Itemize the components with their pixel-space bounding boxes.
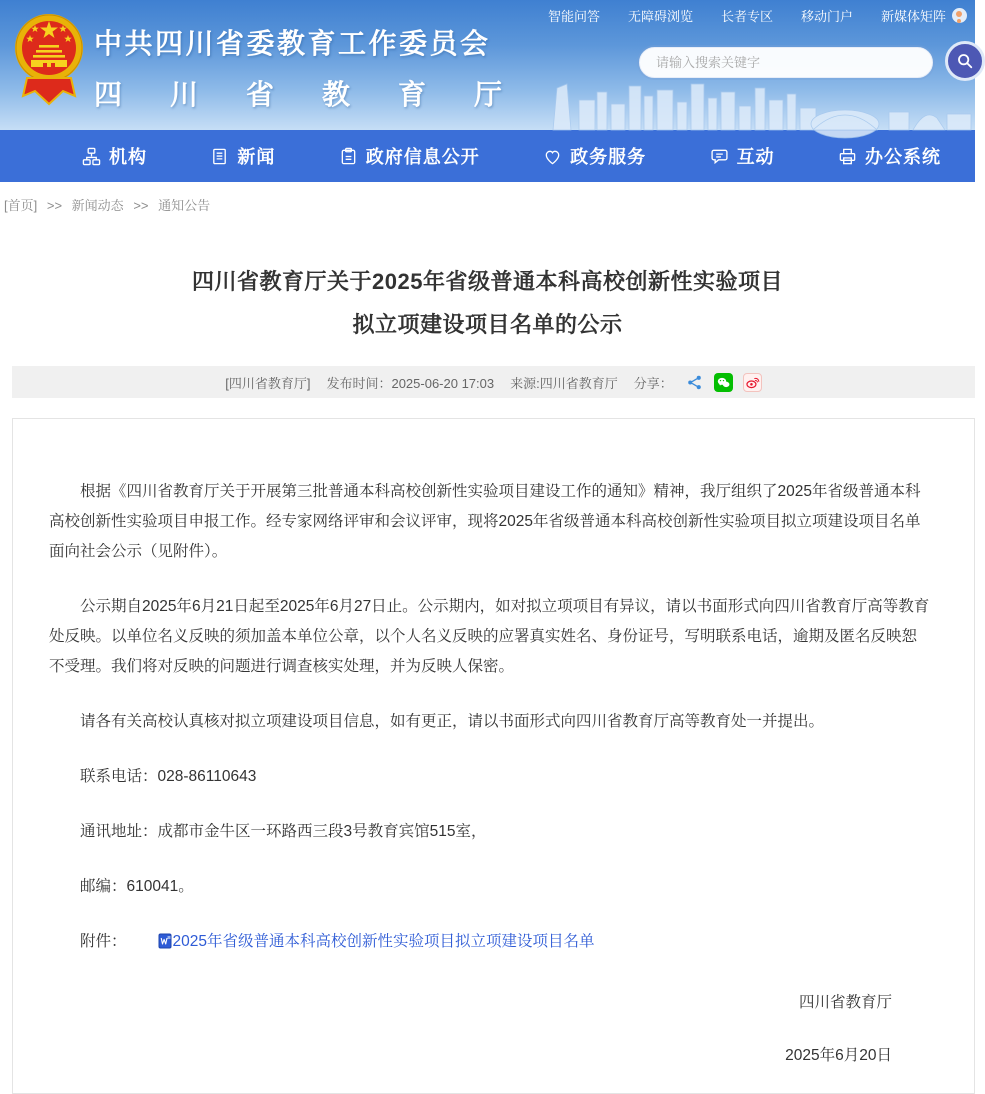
article-paragraph-3: 请各有关高校认真核对拟立项建设项目信息，如有更正，请以书面形式向四川省教育厅高等教育处一并提出。 bbox=[80, 713, 825, 730]
new-media-icon bbox=[952, 8, 967, 23]
search-input[interactable] bbox=[639, 47, 933, 78]
nav-item-interaction[interactable]: 互动 bbox=[710, 143, 775, 169]
nav-item-gov-info[interactable]: 政府信息公开 bbox=[339, 143, 480, 169]
gov-service-icon bbox=[543, 147, 562, 166]
weibo-share-icon[interactable] bbox=[743, 373, 762, 392]
signature-date: 2025年6月20日 bbox=[785, 1047, 892, 1064]
share-nodes-icon[interactable] bbox=[685, 373, 704, 392]
breadcrumb-separator: >> bbox=[133, 198, 149, 213]
share-group bbox=[634, 373, 762, 392]
interact-icon bbox=[710, 147, 729, 166]
breadcrumb-news[interactable]: 新闻动态 bbox=[71, 198, 124, 213]
city-skyline-graphic bbox=[545, 78, 975, 130]
link-accessibility[interactable]: 无障碍浏览 bbox=[627, 9, 693, 24]
article-paragraph-1: 根据《四川省教育厅关于开展第三批普通本科高校创新性实验项目建设工作的通知》精神，我厅组织了2025年省级普通本科高校创新性实验项目申报工作。经专家网络评审和会议评审，现将2025年省级普通本科高校创新性实验项目拟立项建设项目名单面向社会公示（见附件）。 bbox=[49, 483, 921, 560]
search-icon bbox=[956, 52, 974, 70]
article-title-line1: 四川省教育厅关于2025年省级普通本科高校创新性实验项目 bbox=[192, 269, 783, 294]
article-title-line2: 拟立项建设项目名单的公示 bbox=[352, 312, 623, 337]
main-nav bbox=[0, 130, 975, 182]
meta-publish-time: 发布时间：2025-06-20 17:03 bbox=[326, 375, 495, 391]
breadcrumb-separator: >> bbox=[46, 198, 63, 213]
site-header bbox=[0, 0, 975, 130]
link-senior-zone[interactable]: 长者专区 bbox=[720, 9, 773, 24]
org-chart-icon bbox=[82, 147, 101, 166]
org-name-committee: 中共四川省委教育工作委员会 bbox=[94, 28, 491, 59]
meta-origin: 来源:四川省教育厅 bbox=[510, 375, 618, 391]
share-label: 分享： bbox=[633, 375, 673, 391]
article-body bbox=[12, 418, 975, 1094]
article-meta-bar bbox=[12, 366, 975, 398]
article-title bbox=[0, 226, 975, 366]
news-icon bbox=[210, 147, 229, 166]
attachment-label: 附件： bbox=[80, 933, 127, 950]
signature-org: 四川省教育厅 bbox=[798, 994, 892, 1011]
search-bar bbox=[639, 47, 933, 78]
nav-item-organization[interactable]: 机构 bbox=[82, 143, 147, 169]
search-button[interactable] bbox=[945, 41, 985, 81]
site-title bbox=[94, 22, 550, 113]
breadcrumb bbox=[0, 182, 975, 226]
breadcrumb-notice[interactable]: 通知公告 bbox=[158, 198, 211, 213]
article-paragraph-address: 通讯地址：成都市金牛区一环路西三段3号教育宾馆515室， bbox=[80, 823, 487, 840]
office-system-icon bbox=[838, 147, 857, 166]
attachment-link[interactable]: 2025年省级普通本科高校创新性实验项目拟立项建设项目名单 bbox=[172, 933, 595, 950]
article-paragraph-postcode: 邮编：610041。 bbox=[80, 878, 194, 895]
attachment-row bbox=[49, 927, 930, 960]
link-new-media[interactable]: 新媒体矩阵 bbox=[881, 6, 967, 25]
article-paragraph-2: 公示期自2025年6月21日起至2025年6月27日止。公示期内，如对拟立项项目有异议，请以书面形式向四川省教育厅高等教育处反映。以单位名义反映的须加盖本单位公章，以个人名义反映的应署真实姓名、身份证号，写明联系电话，逾期及匿名反映恕不受理。我们将对反映的问题进行调查核实处理，并为反映人保密。 bbox=[49, 598, 930, 675]
link-mobile-portal[interactable]: 移动门户 bbox=[800, 9, 853, 24]
org-name-department: 四川省教育厅 bbox=[94, 79, 551, 110]
nav-item-office-system[interactable]: 办公系统 bbox=[838, 143, 941, 169]
national-emblem-logo bbox=[12, 8, 86, 114]
nav-item-news[interactable]: 新闻 bbox=[210, 143, 275, 169]
attachment-doc-icon bbox=[127, 930, 172, 960]
utility-links bbox=[548, 6, 967, 25]
nav-item-gov-service[interactable]: 政务服务 bbox=[543, 143, 646, 169]
breadcrumb-home[interactable]: [首页] bbox=[4, 198, 38, 213]
article-signature bbox=[49, 990, 930, 1065]
article-paragraph-contact-phone: 联系电话：028-86110643 bbox=[80, 768, 257, 785]
meta-source-tag: [四川省教育厅] bbox=[225, 375, 311, 391]
gov-info-icon bbox=[339, 147, 358, 166]
link-smart-qa[interactable]: 智能问答 bbox=[548, 9, 601, 24]
wechat-share-icon[interactable] bbox=[714, 373, 733, 392]
